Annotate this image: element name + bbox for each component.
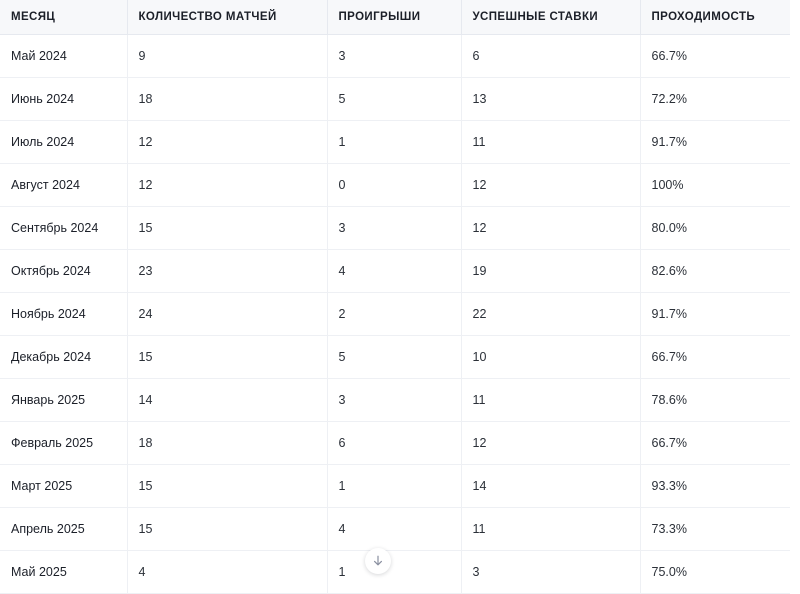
cell-losses: 3	[327, 207, 461, 250]
cell-losses: 5	[327, 336, 461, 379]
arrow-down-icon	[371, 554, 385, 568]
cell-losses: 1	[327, 551, 461, 594]
cell-successful-bets: 12	[461, 207, 640, 250]
cell-match-count: 18	[127, 422, 327, 465]
cell-successful-bets: 11	[461, 508, 640, 551]
cell-successful-bets: 22	[461, 293, 640, 336]
cell-win-rate: 66.7%	[640, 336, 790, 379]
cell-losses: 3	[327, 35, 461, 78]
cell-successful-bets: 12	[461, 164, 640, 207]
cell-match-count: 15	[127, 207, 327, 250]
cell-month: Декабрь 2024	[0, 336, 127, 379]
cell-month: Сентябрь 2024	[0, 207, 127, 250]
table-row	[0, 379, 790, 422]
cell-match-count: 4	[127, 551, 327, 594]
cell-month: Апрель 2025	[0, 508, 127, 551]
cell-win-rate: 93.3%	[640, 465, 790, 508]
cell-losses: 2	[327, 293, 461, 336]
cell-successful-bets: 10	[461, 336, 640, 379]
cell-win-rate: 82.6%	[640, 250, 790, 293]
cell-month: Август 2024	[0, 164, 127, 207]
cell-successful-bets: 13	[461, 78, 640, 121]
cell-losses: 1	[327, 465, 461, 508]
column-header-losses: ПРОИГРЫШИ	[327, 0, 461, 35]
table-row	[0, 164, 790, 207]
cell-losses: 4	[327, 508, 461, 551]
cell-win-rate: 72.2%	[640, 78, 790, 121]
cell-match-count: 23	[127, 250, 327, 293]
cell-win-rate: 91.7%	[640, 293, 790, 336]
table-row	[0, 551, 790, 594]
cell-win-rate: 73.3%	[640, 508, 790, 551]
cell-match-count: 18	[127, 78, 327, 121]
cell-win-rate: 80.0%	[640, 207, 790, 250]
column-header-match-count: КОЛИЧЕСТВО МАТЧЕЙ	[127, 0, 327, 35]
cell-losses: 5	[327, 78, 461, 121]
cell-month: Январь 2025	[0, 379, 127, 422]
cell-win-rate: 78.6%	[640, 379, 790, 422]
cell-losses: 3	[327, 379, 461, 422]
cell-successful-bets: 14	[461, 465, 640, 508]
cell-match-count: 12	[127, 121, 327, 164]
table-row	[0, 422, 790, 465]
cell-match-count: 9	[127, 35, 327, 78]
cell-month: Ноябрь 2024	[0, 293, 127, 336]
cell-month: Июнь 2024	[0, 78, 127, 121]
cell-month: Июль 2024	[0, 121, 127, 164]
cell-win-rate: 66.7%	[640, 35, 790, 78]
cell-win-rate: 75.0%	[640, 551, 790, 594]
column-header-successful-bets: УСПЕШНЫЕ СТАВКИ	[461, 0, 640, 35]
table-row	[0, 78, 790, 121]
cell-win-rate: 100%	[640, 164, 790, 207]
table-header	[0, 0, 790, 35]
cell-match-count: 15	[127, 336, 327, 379]
scroll-down-button[interactable]	[365, 548, 391, 574]
cell-losses: 6	[327, 422, 461, 465]
table-row	[0, 250, 790, 293]
table-row	[0, 508, 790, 551]
cell-successful-bets: 3	[461, 551, 640, 594]
table-row	[0, 336, 790, 379]
cell-month: Май 2024	[0, 35, 127, 78]
cell-match-count: 15	[127, 508, 327, 551]
cell-month: Май 2025	[0, 551, 127, 594]
column-header-month: МЕСЯЦ	[0, 0, 127, 35]
cell-losses: 4	[327, 250, 461, 293]
cell-win-rate: 91.7%	[640, 121, 790, 164]
cell-losses: 0	[327, 164, 461, 207]
cell-match-count: 24	[127, 293, 327, 336]
table-row	[0, 121, 790, 164]
cell-win-rate: 66.7%	[640, 422, 790, 465]
table-row	[0, 207, 790, 250]
cell-month: Октябрь 2024	[0, 250, 127, 293]
cell-successful-bets: 6	[461, 35, 640, 78]
cell-successful-bets: 19	[461, 250, 640, 293]
cell-losses: 1	[327, 121, 461, 164]
cell-successful-bets: 11	[461, 379, 640, 422]
table-row	[0, 293, 790, 336]
cell-month: Март 2025	[0, 465, 127, 508]
cell-match-count: 15	[127, 465, 327, 508]
table-row	[0, 35, 790, 78]
cell-successful-bets: 11	[461, 121, 640, 164]
table-row	[0, 465, 790, 508]
cell-successful-bets: 12	[461, 422, 640, 465]
cell-match-count: 12	[127, 164, 327, 207]
table-header-row	[0, 0, 790, 35]
cell-match-count: 14	[127, 379, 327, 422]
column-header-win-rate: ПРОХОДИМОСТЬ	[640, 0, 790, 35]
table-body	[0, 35, 790, 594]
cell-month: Февраль 2025	[0, 422, 127, 465]
